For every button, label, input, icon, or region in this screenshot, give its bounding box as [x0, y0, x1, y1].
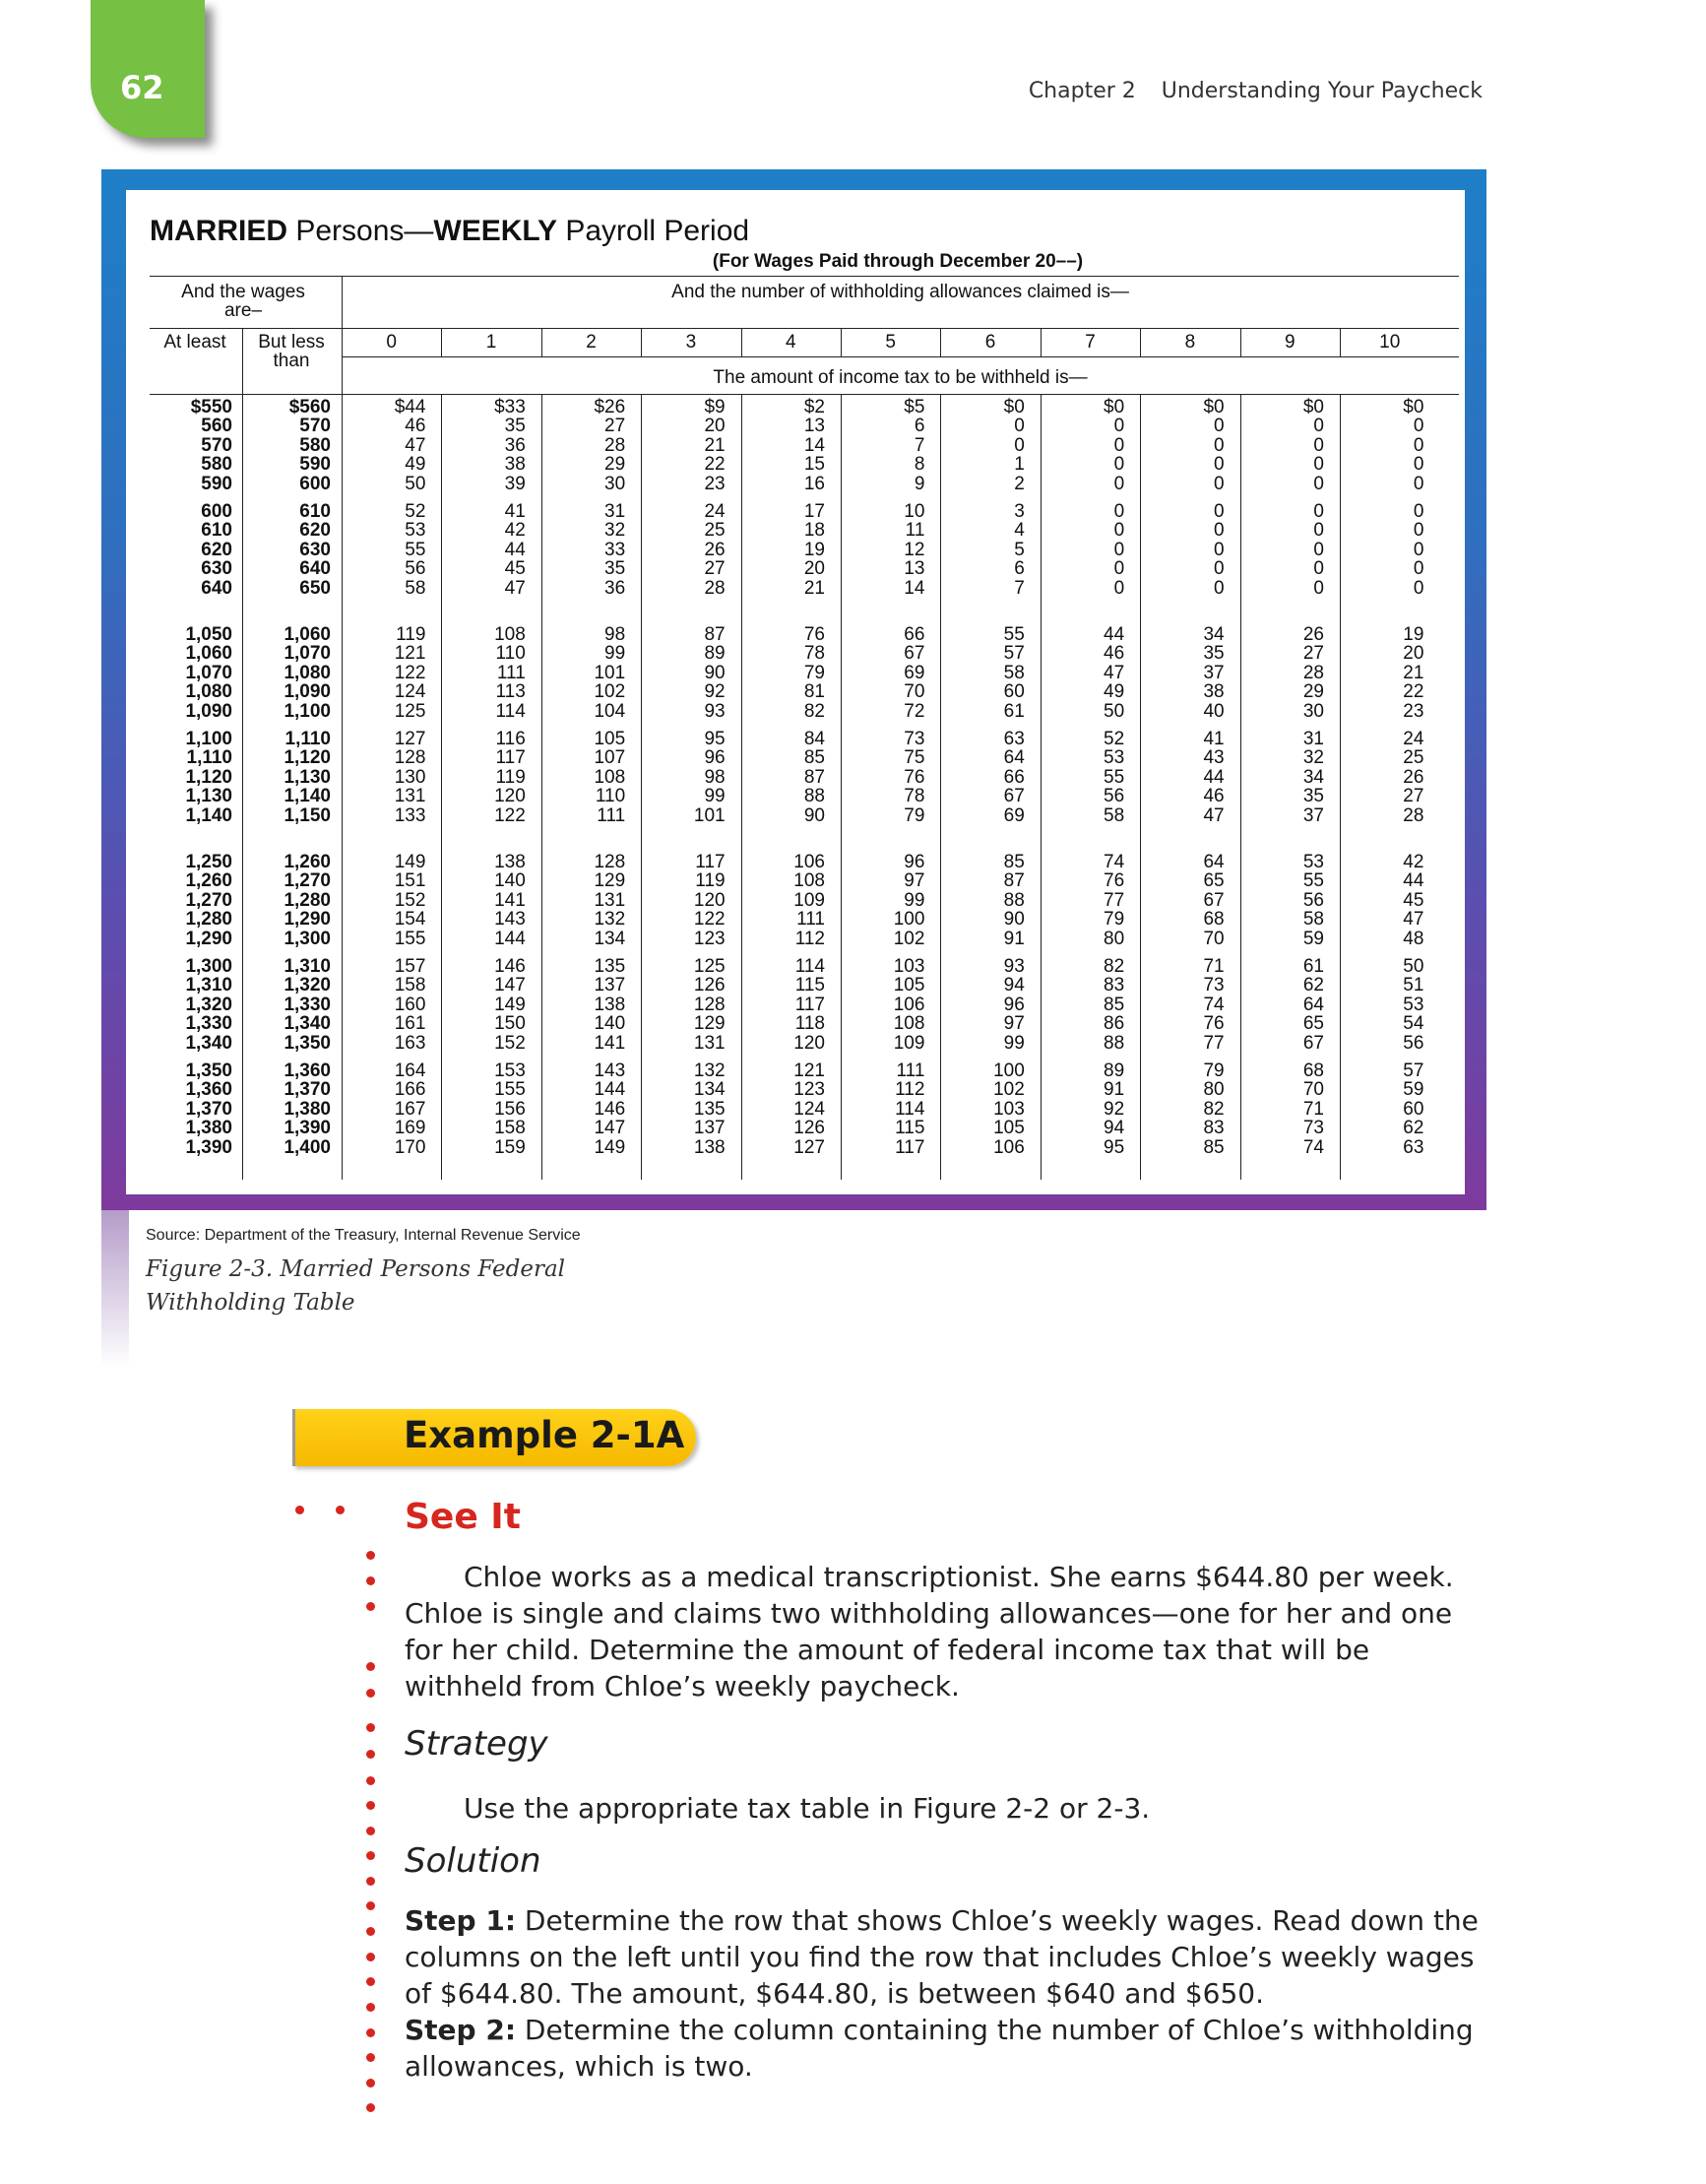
bullet-dot: [366, 1827, 375, 1835]
withholding-cell: 63 64 66 67 69: [1003, 729, 1025, 826]
wages-but-less-cell: 1,310 1,320 1,330 1,340 1,350: [284, 956, 331, 1054]
bullet-dot: [366, 1851, 375, 1860]
bullet-dot: [366, 2003, 375, 2012]
withholding-cell: 34 35 37 38 40: [1203, 624, 1225, 722]
running-head-title: Understanding Your Paycheck: [1161, 79, 1483, 103]
withholding-cell: 42 44 45 47 48: [1403, 852, 1424, 949]
strategy-heading: Strategy: [405, 1724, 548, 1764]
but-less-header: But less than: [258, 332, 325, 371]
withholding-cell: 108 110 111 113 114: [494, 624, 526, 722]
withholding-cell: 98 99 101 102 104: [594, 624, 626, 722]
table-subtitle: (For Wages Paid through December 20––): [712, 251, 1084, 272]
withholding-cell: 26 27 28 29 30: [1302, 624, 1324, 722]
allowances-header: And the number of withholding allowances claimed is—: [671, 282, 1129, 302]
withholding-cell: 76 78 79 81 82: [803, 624, 825, 722]
withholding-cell: 17 18 19 20 21: [803, 501, 825, 599]
wages-but-less-cell: 1,110 1,120 1,130 1,140 1,150: [284, 729, 331, 826]
withholding-cell: 164 166 167 169 170: [394, 1060, 426, 1158]
bullet-dot: [336, 1506, 345, 1514]
solution-heading: Solution: [405, 1841, 541, 1881]
wages-but-less-cell: 1,360 1,370 1,380 1,390 1,400: [284, 1060, 331, 1158]
allowance-column-1: 1: [485, 332, 497, 353]
withholding-cell: $2 13 14 15 16: [803, 397, 825, 494]
withholding-cell: 105 107 108 110 111: [594, 729, 626, 826]
allowance-column-3: 3: [685, 332, 697, 353]
bullet-dot: [366, 1576, 375, 1585]
table-rule-colnums-bottom: [342, 356, 1459, 357]
withholding-cell: 82 83 85 86 88: [1104, 956, 1125, 1054]
withholding-cell: 87 89 90 92 93: [704, 624, 726, 722]
withholding-cell: $9 20 21 22 23: [704, 397, 726, 494]
withholding-cell: 106 108 109 111 112: [793, 852, 825, 949]
wages-header: And the wages are–: [181, 282, 305, 321]
bullet-dot: [366, 1953, 375, 1961]
withholding-cell: 111 112 114 115 117: [895, 1060, 925, 1158]
withholding-cell: $0 0 0 1 2: [1003, 397, 1025, 494]
allowance-column-4: 4: [786, 332, 796, 353]
withholding-cell: 68 70 71 73 74: [1302, 1060, 1324, 1158]
table-title: MARRIED Persons—WEEKLY Payroll Period: [150, 215, 750, 247]
figure-caption: Figure 2-3. Married Persons Federal Withholding Table: [146, 1256, 566, 1316]
withholding-cell: 116 117 119 120 122: [494, 729, 526, 826]
withholding-cell: 71 73 74 76 77: [1203, 956, 1225, 1054]
withholding-cell: 57 59 60 62 63: [1403, 1060, 1424, 1158]
withholding-cell: 143 144 146 147 149: [594, 1060, 626, 1158]
bullet-dot: [366, 2028, 375, 2037]
withholding-cell: 138 140 141 143 144: [494, 852, 526, 949]
see-it-heading: See It: [405, 1497, 521, 1537]
withholding-cell: 61 62 64 65 67: [1302, 956, 1324, 1054]
bullet-dot: [366, 1901, 375, 1910]
wages-at-least-cell: 600 610 620 630 640: [201, 501, 232, 599]
withholding-cell: $0 0 0 0 0: [1302, 397, 1324, 494]
withholding-cell: 93 94 96 97 99: [1003, 956, 1025, 1054]
withholding-cell: $26 27 28 29 30: [594, 397, 626, 494]
withholding-cell: 103 105 106 108 109: [893, 956, 925, 1054]
withholding-cell: 100 102 103 105 106: [993, 1060, 1025, 1158]
page-number: 62: [120, 69, 164, 106]
at-least-header: At least: [163, 332, 226, 353]
withholding-cell: 127 128 130 131 133: [394, 729, 426, 826]
allowance-column-9: 9: [1285, 332, 1295, 353]
withholding-cell: 52 53 55 56 58: [1104, 729, 1125, 826]
example-title: Example 2-1A: [404, 1414, 685, 1456]
wages-at-least-cell: 1,100 1,110 1,120 1,130 1,140: [185, 729, 232, 826]
withholding-cell: 95 96 98 99 101: [693, 729, 726, 826]
withholding-cell: 24 25 26 27 28: [704, 501, 726, 599]
wages-at-least-cell: 1,300 1,310 1,320 1,330 1,340: [185, 956, 232, 1054]
allowance-column-0: 0: [386, 332, 397, 353]
bullet-dot: [366, 1551, 375, 1560]
bullet-dot: [366, 2079, 375, 2088]
withholding-cell: 44 46 47 49 50: [1104, 624, 1125, 722]
withholding-cell: 19 20 21 22 23: [1403, 624, 1424, 722]
withholding-cell: 119 121 122 124 125: [394, 624, 426, 722]
withholding-cell: 135 137 138 140 141: [594, 956, 626, 1054]
withholding-cell: 96 97 99 100 102: [893, 852, 925, 949]
withholding-cell: 85 87 88 90 91: [1003, 852, 1025, 949]
withholding-cell: 0 0 0 0 0: [1413, 501, 1424, 599]
withholding-cell: 0 0 0 0 0: [1113, 501, 1125, 599]
bullet-dot: [366, 1801, 375, 1810]
step-2: Step 2: Determine the column containing the number of Chloe’s withholding allowances, which is two.: [405, 2014, 1474, 2083]
withholding-cell: 117 119 120 122 123: [693, 852, 726, 949]
bullet-dot: [366, 1750, 375, 1759]
running-head-chapter: Chapter 2: [1028, 79, 1136, 103]
wages-at-least-cell: 1,050 1,060 1,070 1,080 1,090: [185, 624, 232, 722]
withholding-cell: 121 123 124 126 127: [793, 1060, 825, 1158]
withholding-cell: 114 115 117 118 120: [793, 956, 825, 1054]
bullet-dot: [366, 1602, 375, 1611]
withholding-cell: $0 0 0 0 0: [1104, 397, 1125, 494]
withholding-cell: 64 65 67 68 70: [1203, 852, 1225, 949]
bullet-dot: [366, 1877, 375, 1886]
withholding-cell: 89 91 92 94 95: [1104, 1060, 1125, 1158]
withholding-cell: 157 158 160 161 163: [394, 956, 426, 1054]
bullet-dot: [366, 1662, 375, 1671]
withholding-cell: 132 134 135 137 138: [693, 1060, 726, 1158]
table-rule-colnums-top: [150, 328, 1459, 329]
wages-but-less-cell: $560 570 580 590 600: [288, 397, 331, 494]
withholding-cell: 41 43 44 46 47: [1203, 729, 1225, 826]
wages-at-least-cell: $550 560 570 580 590: [190, 397, 232, 494]
bullet-dot: [295, 1506, 304, 1514]
running-head: [1029, 79, 1483, 103]
withholding-cell: 73 75 76 78 79: [904, 729, 925, 826]
withholding-cell: 50 51 53 54 56: [1403, 956, 1424, 1054]
step-1: Step 1: Determine the row that shows Chloe’s weekly wages. Read down the columns on the left until you find the row that includes Chloe’s weekly wages of $644.80. The amount, $644.80, is between $640 and $650.: [405, 1904, 1479, 2010]
bullet-dot: [366, 1977, 375, 1986]
withholding-cell: 66 67 69 70 72: [904, 624, 925, 722]
withholding-cell: $0 0 0 0 0: [1403, 397, 1424, 494]
problem-text: Chloe works as a medical transcriptionist. She earns $644.80 per week. Chloe is single and claims two withholding allowances—one for her and one for her child. Determine the amount of federal income tax that will be withheld from Chloe’s weekly paycheck.: [405, 1561, 1454, 1702]
withholding-cell: 31 32 34 35 37: [1302, 729, 1324, 826]
bullet-dot: [366, 1689, 375, 1698]
withholding-cell: 0 0 0 0 0: [1313, 501, 1324, 599]
withholding-cell: 53 55 56 58 59: [1302, 852, 1324, 949]
withholding-cell: 24 25 26 27 28: [1403, 729, 1424, 826]
bullet-dot: [366, 1927, 375, 1936]
withholding-cell: $33 35 36 38 39: [494, 397, 526, 494]
allowance-column-5: 5: [885, 332, 896, 353]
withholding-cell: 55 57 58 60 61: [1003, 624, 1025, 722]
strategy-text: Use the appropriate tax table in Figure 2-2 or 2-3.: [464, 1792, 1151, 1825]
allowance-column-8: 8: [1184, 332, 1196, 353]
withholding-cell: 3 4 5 6 7: [1014, 501, 1025, 599]
withholding-cell: 146 147 149 150 152: [494, 956, 526, 1054]
wages-but-less-cell: 1,060 1,070 1,080 1,090 1,100: [284, 624, 331, 722]
table-rule-header-bottom: [150, 394, 1459, 395]
bullet-dot: [366, 1723, 375, 1732]
bullet-dot: [366, 1776, 375, 1785]
figure-frame-fade: [101, 1210, 129, 1368]
withholding-cell: 125 126 128 129 131: [693, 956, 726, 1054]
withholding-cell: 0 0 0 0 0: [1214, 501, 1225, 599]
withholding-cell: 74 76 77 79 80: [1104, 852, 1125, 949]
wages-but-less-cell: 1,260 1,270 1,280 1,290 1,300: [284, 852, 331, 949]
withholding-cell: $44 46 47 49 50: [394, 397, 426, 494]
allowance-column-2: 2: [586, 332, 597, 353]
wages-at-least-cell: 1,250 1,260 1,270 1,280 1,290: [185, 852, 232, 949]
withholding-cell: 149 151 152 154 155: [394, 852, 426, 949]
withholding-cell: 31 32 33 35 36: [604, 501, 626, 599]
withholding-cell: 153 155 156 158 159: [494, 1060, 526, 1158]
wages-at-least-cell: 1,350 1,360 1,370 1,380 1,390: [185, 1060, 232, 1158]
table-source: Source: Department of the Treasury, Internal Revenue Service: [146, 1227, 581, 1244]
withholding-cell: 84 85 87 88 90: [803, 729, 825, 826]
allowance-column-10: 10: [1379, 332, 1401, 353]
bullet-dot: [366, 2053, 375, 2062]
table-rule-top: [150, 276, 1459, 277]
withholding-cell: $5 6 7 8 9: [904, 397, 925, 494]
amount-header: The amount of income tax to be withheld is—: [713, 367, 1088, 388]
bullet-dot: [366, 2103, 375, 2112]
withholding-cell: 10 11 12 13 14: [904, 501, 925, 599]
allowance-column-6: 6: [984, 332, 996, 353]
withholding-cell: 128 129 131 132 134: [594, 852, 626, 949]
withholding-cell: 79 80 82 83 85: [1203, 1060, 1225, 1158]
withholding-cell: 52 53 55 56 58: [405, 501, 426, 599]
withholding-cell: 41 42 44 45 47: [504, 501, 526, 599]
wages-but-less-cell: 610 620 630 640 650: [299, 501, 331, 599]
withholding-cell: $0 0 0 0 0: [1203, 397, 1225, 494]
table-rule-atleast-divider: [242, 328, 243, 1180]
allowance-column-7: 7: [1085, 332, 1096, 353]
